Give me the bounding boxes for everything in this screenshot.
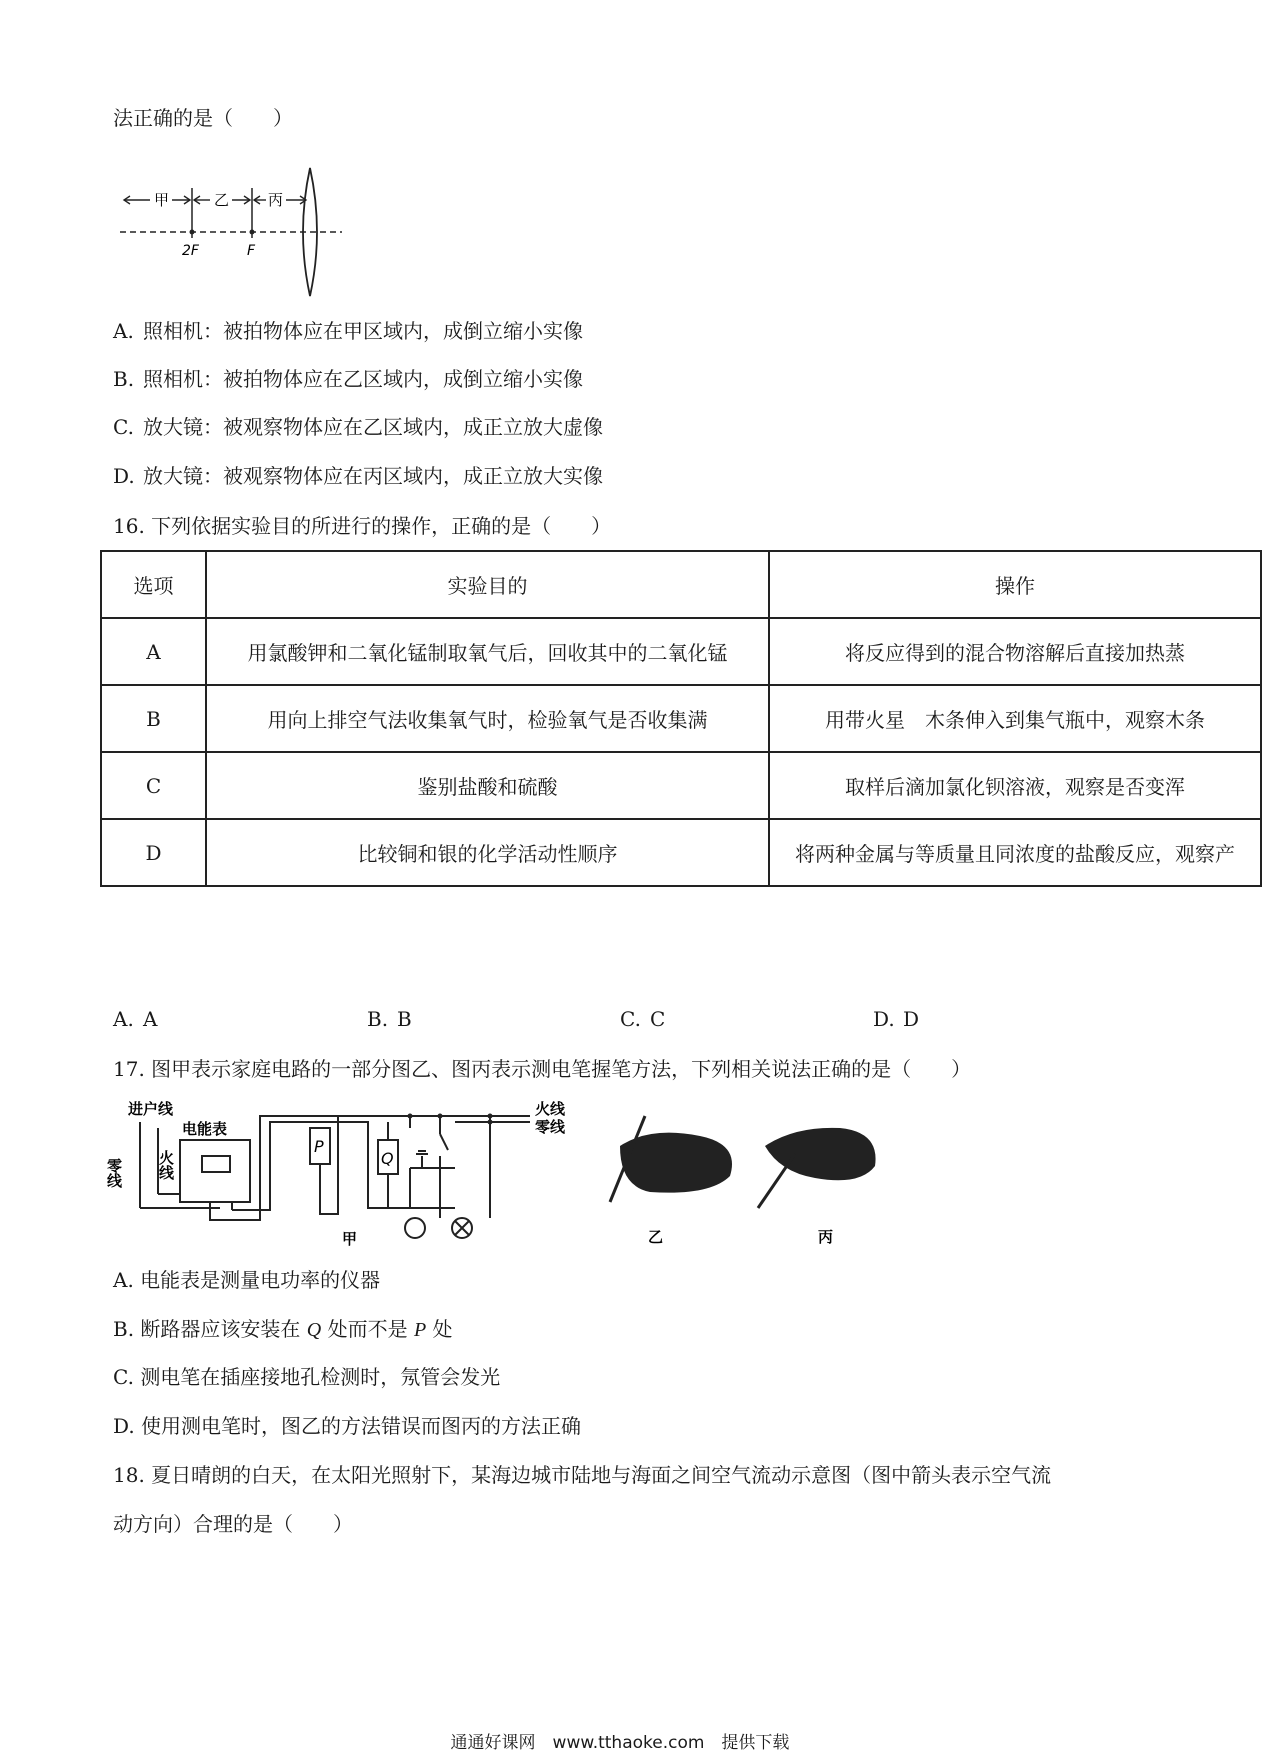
q16-answer-b: B. B	[367, 1007, 412, 1031]
hand-b-icon	[620, 1133, 732, 1193]
table-row	[101, 685, 1261, 752]
neutral-right-label: 零线	[535, 1118, 566, 1136]
table-row	[101, 819, 1261, 886]
row-option: B	[101, 685, 206, 752]
entry-line-label: 进户线	[128, 1100, 174, 1118]
q15-option-d: D. 放大镜：被观察物体应在丙区域内，成正立放大实像	[113, 464, 603, 488]
q16-answer-d: D. D	[873, 1007, 920, 1031]
row-option: C	[101, 752, 206, 819]
p-label: P	[314, 1137, 324, 1156]
region-bing-label: 丙	[268, 191, 284, 209]
q15-option-b: B. 照相机：被拍物体应在乙区域内，成倒立缩小实像	[113, 367, 583, 391]
point-2f-label: 2F	[182, 243, 199, 259]
row-goal: 用氯酸钾和二氧化锰制取氧气后，回收其中的二氧化锰	[206, 618, 769, 685]
q15-lens-figure	[110, 160, 350, 300]
row-operation: 取样后滴加氯化钡溶液，观察是否变浑	[769, 752, 1261, 819]
q17-option-d: D. 使用测电笔时，图乙的方法错误而图丙的方法正确	[113, 1414, 582, 1438]
q15-option-a: A. 照相机：被拍物体应在甲区域内，成倒立缩小实像	[113, 319, 583, 343]
row-goal: 比较铜和银的化学活动性顺序	[206, 819, 769, 886]
q17-circuit-figure	[105, 1098, 590, 1248]
q17-option-b: B. 断路器应该安装在 Q 处而不是 P 处	[113, 1317, 453, 1341]
row-option: A	[101, 618, 206, 685]
q-label: Q	[381, 1149, 394, 1168]
point-f-label: F	[247, 243, 256, 259]
region-jia-label: 甲	[154, 191, 170, 209]
table-row	[101, 618, 1261, 685]
header-operation: 操作	[769, 551, 1261, 618]
caption-bing: 丙	[818, 1228, 834, 1246]
row-option: D	[101, 819, 206, 886]
q17-option-c: C. 测电笔在插座接地孔检测时，氖管会发光	[113, 1365, 501, 1389]
caption-yi: 乙	[648, 1228, 664, 1246]
q16-answer-a: A. A	[113, 1007, 158, 1031]
header-option: 选项	[101, 551, 206, 618]
q16-stem: 16. 下列依据实验目的所进行的操作，正确的是（ ）	[113, 514, 612, 538]
q17-option-a: A. 电能表是测量电功率的仪器	[113, 1268, 381, 1292]
header-goal: 实验目的	[206, 551, 769, 618]
table-row	[101, 752, 1261, 819]
row-goal: 鉴别盐酸和硫酸	[206, 752, 769, 819]
live-left-label: 火线	[157, 1150, 175, 1180]
q18-stem-line1: 18. 夏日晴朗的白天，在太阳光照射下，某海边城市陆地与海面之间空气流动示意图（图中箭头表示空气流	[113, 1463, 1052, 1487]
row-operation: 用带火星 木条伸入到集气瓶中，观察木条	[769, 685, 1261, 752]
region-yi-label: 乙	[214, 191, 230, 209]
row-operation: 将两种金属与等质量且同浓度的盐酸反应，观察产	[769, 819, 1261, 886]
row-operation: 将反应得到的混合物溶解后直接加热蒸	[769, 618, 1261, 685]
q15-stem: 法正确的是（ ）	[113, 106, 293, 130]
meter-label: 电能表	[182, 1120, 228, 1138]
q17-stem: 17. 图甲表示家庭电路的一部分图乙、图丙表示测电笔握笔方法，下列相关说法正确的是（ ）	[113, 1057, 972, 1081]
page-footer: 通通好课网 www.tthaoke.com 提供下载	[450, 1733, 790, 1753]
q16-answer-c: C. C	[620, 1007, 666, 1031]
q18-stem-line2: 动方向）合理的是（ ）	[113, 1512, 353, 1536]
row-goal: 用向上排空气法收集氧气时，检验氧气是否收集满	[206, 685, 769, 752]
live-right-label: 火线	[535, 1100, 566, 1118]
q17-pen-grip-figure	[590, 1106, 890, 1244]
q15-option-c: C. 放大镜：被观察物体应在乙区域内，成正立放大虚像	[113, 415, 603, 439]
caption-jia: 甲	[342, 1230, 358, 1248]
table-header-row	[101, 551, 1261, 618]
neutral-left-label: 零线	[105, 1158, 123, 1188]
q16-table	[100, 550, 1262, 887]
